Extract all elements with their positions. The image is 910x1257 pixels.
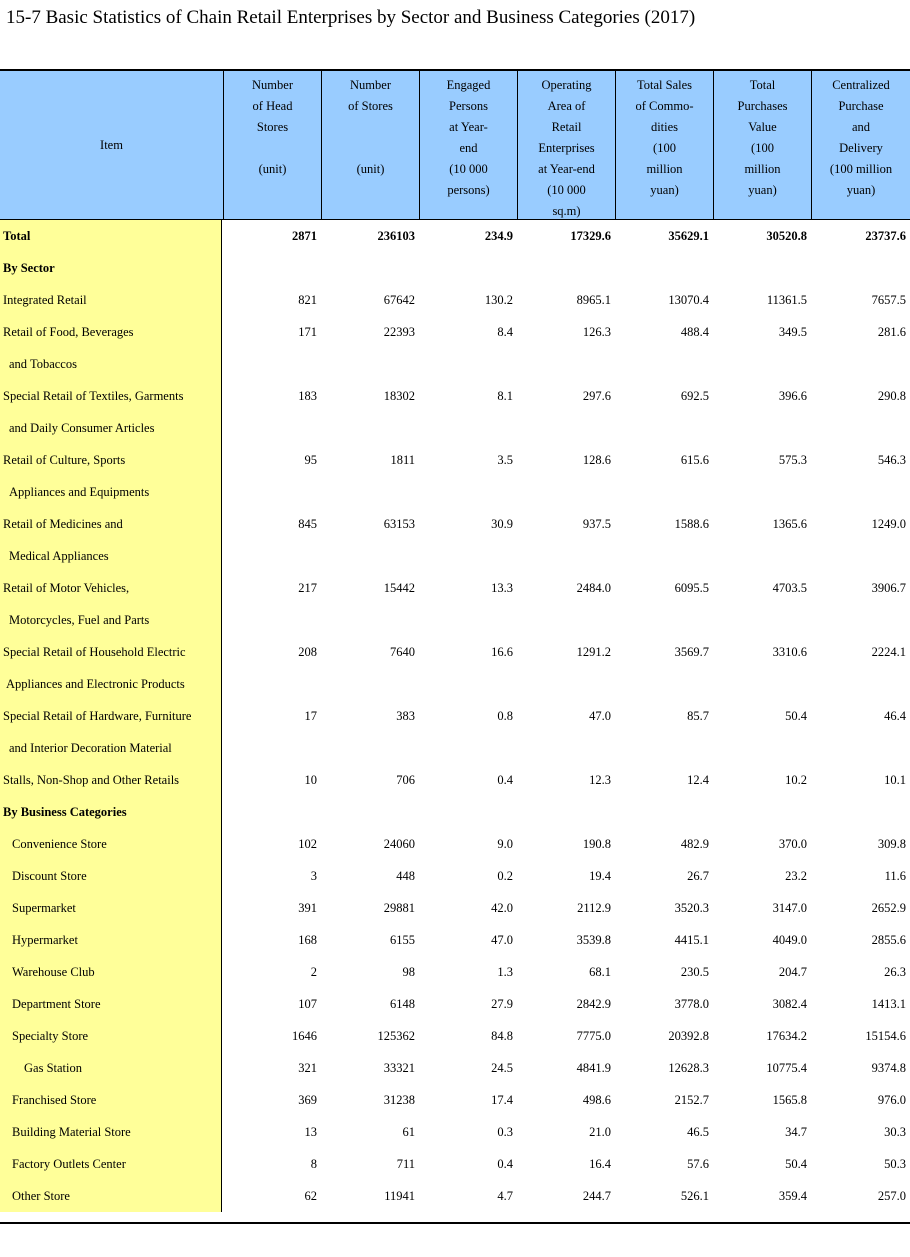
cell-area: 128.6	[582, 453, 611, 467]
table-row	[0, 892, 910, 924]
cell-sales: 615.6	[680, 453, 709, 467]
cell-sales: 3520.3	[674, 901, 709, 915]
header-stores	[321, 71, 419, 219]
header-line: Total Sales	[636, 78, 693, 92]
cell-head_stores: 10	[304, 773, 317, 787]
header-line: at Year-	[449, 120, 488, 134]
row-label: Hypermarket	[0, 924, 222, 956]
row-label: Integrated Retail	[0, 284, 222, 316]
cell-head_stores: 321	[298, 1061, 317, 1075]
cell-purchases: 1365.6	[772, 517, 807, 531]
table-row	[0, 1148, 910, 1180]
cell-purchases: 50.4	[785, 1157, 807, 1171]
cell-sales: 6095.5	[674, 581, 709, 595]
header-line	[224, 138, 321, 159]
cell-head_stores: 102	[298, 837, 317, 851]
cell-head_stores: 369	[298, 1093, 317, 1107]
cell-head_stores: 208	[298, 645, 317, 659]
table-row	[0, 604, 910, 636]
cell-centralized: 546.3	[877, 453, 906, 467]
row-label: Appliances and Electronic Products	[0, 668, 222, 700]
table-row	[0, 476, 910, 508]
cell-area: 2842.9	[576, 997, 611, 1011]
cell-centralized: 2224.1	[871, 645, 906, 659]
cell-area: 3539.8	[576, 933, 611, 947]
row-label: Appliances and Equipments	[0, 476, 222, 508]
cell-centralized: 2855.6	[871, 933, 906, 947]
cell-stores: 29881	[383, 901, 415, 915]
cell-head_stores: 8	[310, 1157, 317, 1171]
header-head_stores	[223, 71, 321, 219]
row-label: Retail of Culture, Sports	[0, 444, 222, 476]
table-row	[0, 316, 910, 348]
table-row	[0, 348, 910, 380]
header-line: million	[744, 162, 781, 176]
header-line: Purchase	[838, 99, 884, 113]
row-label: Special Retail of Hardware, Furniture	[0, 700, 222, 732]
header-line: (unit)	[258, 162, 287, 176]
cell-engaged: 8.1	[497, 389, 513, 403]
cell-sales: 85.7	[687, 709, 709, 723]
cell-centralized: 3906.7	[871, 581, 906, 595]
cell-centralized: 309.8	[877, 837, 906, 851]
table-bottom-rule	[0, 1222, 910, 1224]
cell-engaged: 27.9	[491, 997, 513, 1011]
table-row	[0, 540, 910, 572]
cell-sales: 46.5	[687, 1125, 709, 1139]
row-label: Gas Station	[0, 1052, 222, 1084]
table-row	[0, 956, 910, 988]
row-label: Franchised Store	[0, 1084, 222, 1116]
header-line: Delivery	[839, 141, 883, 155]
cell-engaged: 47.0	[491, 933, 513, 947]
cell-engaged: 0.2	[497, 869, 513, 883]
row-label: Convenience Store	[0, 828, 222, 860]
cell-area: 68.1	[589, 965, 611, 979]
cell-area: 21.0	[589, 1125, 611, 1139]
cell-engaged: 1.3	[497, 965, 513, 979]
cell-purchases: 50.4	[785, 709, 807, 723]
statistics-table	[0, 69, 910, 1212]
table-row	[0, 508, 910, 540]
cell-engaged: 30.9	[491, 517, 513, 531]
cell-centralized: 46.4	[884, 709, 906, 723]
cell-area: 17329.6	[570, 229, 611, 243]
cell-purchases: 4049.0	[772, 933, 807, 947]
row-label: Supermarket	[0, 892, 222, 924]
header-line: Enterprises	[538, 141, 595, 155]
cell-area: 2112.9	[577, 901, 611, 915]
cell-sales: 526.1	[680, 1189, 709, 1203]
header-line: Operating	[541, 78, 592, 92]
header-line: of Commo-	[635, 99, 694, 113]
cell-area: 1291.2	[576, 645, 611, 659]
table-row	[0, 380, 910, 412]
row-label: Special Retail of Textiles, Garments	[0, 380, 222, 412]
table-row	[0, 828, 910, 860]
cell-engaged: 0.8	[497, 709, 513, 723]
header-line: million	[646, 162, 683, 176]
cell-head_stores: 168	[298, 933, 317, 947]
cell-purchases: 3147.0	[772, 901, 807, 915]
cell-head_stores: 845	[298, 517, 317, 531]
header-line: yuan)	[748, 183, 777, 197]
cell-area: 937.5	[582, 517, 611, 531]
row-label: Warehouse Club	[0, 956, 222, 988]
table-row	[0, 284, 910, 316]
table-row	[0, 764, 910, 796]
cell-purchases: 30520.8	[766, 229, 807, 243]
header-line: dities	[650, 120, 679, 134]
cell-area: 12.3	[589, 773, 611, 787]
cell-engaged: 84.8	[491, 1029, 513, 1043]
cell-sales: 692.5	[680, 389, 709, 403]
header-line: at Year-end	[538, 162, 595, 176]
cell-centralized: 15154.6	[865, 1029, 906, 1043]
header-line: persons)	[447, 183, 490, 197]
header-purchases	[713, 71, 811, 219]
row-label: Stalls, Non-Shop and Other Retails	[0, 764, 222, 796]
cell-engaged: 0.3	[497, 1125, 513, 1139]
header-line: (10 000	[449, 162, 488, 176]
table-row	[0, 668, 910, 700]
cell-stores: 711	[396, 1157, 415, 1171]
table-title: 15-7 Basic Statistics of Chain Retail Enterprises by Sector and Business Categories (2017)	[6, 7, 696, 28]
header-line: Purchases	[737, 99, 788, 113]
cell-purchases: 3310.6	[772, 645, 807, 659]
cell-engaged: 42.0	[491, 901, 513, 915]
table-row	[0, 1084, 910, 1116]
cell-purchases: 10.2	[785, 773, 807, 787]
cell-stores: 448	[396, 869, 415, 883]
cell-area: 498.6	[582, 1093, 611, 1107]
header-line: Centralized	[832, 78, 890, 92]
cell-stores: 7640	[390, 645, 415, 659]
cell-stores: 31238	[383, 1093, 415, 1107]
table-row	[0, 1116, 910, 1148]
cell-area: 19.4	[589, 869, 611, 883]
cell-sales: 4415.1	[674, 933, 709, 947]
row-label: Motorcycles, Fuel and Parts	[0, 604, 222, 636]
cell-centralized: 976.0	[877, 1093, 906, 1107]
cell-area: 126.3	[582, 325, 611, 339]
cell-head_stores: 13	[304, 1125, 317, 1139]
cell-centralized: 11.6	[884, 869, 906, 883]
header-line: (100 million	[829, 162, 893, 176]
cell-head_stores: 62	[304, 1189, 317, 1203]
cell-purchases: 23.2	[785, 869, 807, 883]
table-row	[0, 572, 910, 604]
cell-area: 190.8	[582, 837, 611, 851]
cell-area: 8965.1	[576, 293, 611, 307]
cell-head_stores: 391	[298, 901, 317, 915]
cell-centralized: 257.0	[877, 1189, 906, 1203]
cell-stores: 24060	[383, 837, 415, 851]
cell-stores: 33321	[383, 1061, 415, 1075]
cell-centralized: 10.1	[884, 773, 906, 787]
cell-purchases: 349.5	[778, 325, 807, 339]
cell-purchases: 1565.8	[772, 1093, 807, 1107]
header-line: Area of	[547, 99, 586, 113]
row-label: Specialty Store	[0, 1020, 222, 1052]
cell-stores: 6148	[390, 997, 415, 1011]
header-line: yuan)	[650, 183, 679, 197]
header-line: sq.m)	[552, 204, 581, 218]
table-body	[0, 220, 910, 1212]
table-row	[0, 636, 910, 668]
table-row	[0, 924, 910, 956]
cell-stores: 11941	[384, 1189, 415, 1203]
cell-area: 297.6	[582, 389, 611, 403]
cell-purchases: 370.0	[778, 837, 807, 851]
row-label: By Sector	[0, 252, 222, 284]
row-label: and Tobaccos	[0, 348, 222, 380]
table-row	[0, 252, 910, 284]
cell-engaged: 234.9	[484, 229, 513, 243]
row-label: Building Material Store	[0, 1116, 222, 1148]
row-label: By Business Categories	[0, 796, 222, 828]
cell-sales: 20392.8	[668, 1029, 709, 1043]
cell-stores: 61	[402, 1125, 415, 1139]
cell-purchases: 10775.4	[766, 1061, 807, 1075]
header-line: Retail	[551, 120, 582, 134]
header-line: Total	[749, 78, 776, 92]
cell-sales: 1588.6	[674, 517, 709, 531]
cell-stores: 1811	[390, 453, 415, 467]
cell-engaged: 0.4	[497, 1157, 513, 1171]
cell-centralized: 30.3	[884, 1125, 906, 1139]
cell-head_stores: 821	[298, 293, 317, 307]
header-line: of Head	[252, 99, 293, 113]
header-line: Item	[100, 137, 123, 152]
row-label: Retail of Motor Vehicles,	[0, 572, 222, 604]
row-label: and Daily Consumer Articles	[0, 412, 222, 444]
cell-stores: 15442	[383, 581, 415, 595]
header-line: (100	[751, 141, 774, 155]
header-line: yuan)	[846, 183, 876, 197]
row-label: Other Store	[0, 1180, 222, 1212]
row-label: Department Store	[0, 988, 222, 1020]
cell-engaged: 24.5	[491, 1061, 513, 1075]
row-label: Total	[0, 220, 222, 252]
cell-engaged: 13.3	[491, 581, 513, 595]
cell-centralized: 281.6	[877, 325, 906, 339]
cell-head_stores: 183	[298, 389, 317, 403]
header-area	[517, 71, 615, 219]
cell-engaged: 17.4	[491, 1093, 513, 1107]
cell-purchases: 4703.5	[772, 581, 807, 595]
table-row	[0, 988, 910, 1020]
row-label: Retail of Medicines and	[0, 508, 222, 540]
cell-sales: 2152.7	[674, 1093, 709, 1107]
table-row	[0, 700, 910, 732]
header-line: (10 000	[547, 183, 586, 197]
cell-stores: 706	[396, 773, 415, 787]
cell-centralized: 1249.0	[871, 517, 906, 531]
table-header	[0, 69, 910, 220]
cell-head_stores: 3	[310, 869, 317, 883]
cell-sales: 57.6	[687, 1157, 709, 1171]
cell-stores: 63153	[383, 517, 415, 531]
cell-sales: 488.4	[680, 325, 709, 339]
cell-engaged: 0.4	[497, 773, 513, 787]
header-line: Number	[350, 78, 391, 92]
cell-area: 2484.0	[576, 581, 611, 595]
cell-centralized: 290.8	[877, 389, 906, 403]
header-line	[322, 138, 419, 159]
header-line: end	[459, 141, 478, 155]
cell-stores: 125362	[377, 1029, 415, 1043]
cell-engaged: 130.2	[484, 293, 513, 307]
table-row	[0, 220, 910, 252]
cell-sales: 482.9	[680, 837, 709, 851]
cell-centralized: 26.3	[884, 965, 906, 979]
cell-purchases: 17634.2	[766, 1029, 807, 1043]
cell-purchases: 3082.4	[772, 997, 807, 1011]
cell-engaged: 4.7	[497, 1189, 513, 1203]
cell-stores: 67642	[383, 293, 415, 307]
table-row	[0, 1020, 910, 1052]
cell-sales: 3569.7	[674, 645, 709, 659]
cell-sales: 26.7	[687, 869, 709, 883]
table-row	[0, 860, 910, 892]
cell-stores: 18302	[383, 389, 415, 403]
table-row	[0, 412, 910, 444]
cell-centralized: 2652.9	[871, 901, 906, 915]
cell-sales: 3778.0	[674, 997, 709, 1011]
header-centralized	[811, 71, 910, 219]
cell-area: 7775.0	[576, 1029, 611, 1043]
row-label: Medical Appliances	[0, 540, 222, 572]
row-label: Factory Outlets Center	[0, 1148, 222, 1180]
cell-head_stores: 1646	[292, 1029, 317, 1043]
cell-sales: 35629.1	[668, 229, 709, 243]
table-row	[0, 1052, 910, 1084]
header-item	[0, 71, 223, 219]
cell-stores: 6155	[390, 933, 415, 947]
cell-area: 47.0	[589, 709, 611, 723]
cell-stores: 22393	[383, 325, 415, 339]
cell-area: 4841.9	[576, 1061, 611, 1075]
cell-engaged: 3.5	[497, 453, 513, 467]
cell-stores: 236103	[377, 229, 415, 243]
row-label: Retail of Food, Beverages	[0, 316, 222, 348]
cell-head_stores: 171	[298, 325, 317, 339]
header-line: of Stores	[348, 99, 393, 113]
cell-purchases: 11361.5	[766, 293, 807, 307]
cell-stores: 98	[402, 965, 415, 979]
table-row	[0, 1180, 910, 1212]
cell-stores: 383	[396, 709, 415, 723]
cell-centralized: 23737.6	[865, 229, 906, 243]
cell-sales: 13070.4	[668, 293, 709, 307]
cell-centralized: 1413.1	[871, 997, 906, 1011]
table-row	[0, 444, 910, 476]
cell-purchases: 575.3	[778, 453, 807, 467]
header-line	[322, 117, 419, 138]
header-line: Engaged	[446, 78, 491, 92]
cell-purchases: 34.7	[785, 1125, 807, 1139]
cell-engaged: 9.0	[497, 837, 513, 851]
cell-engaged: 16.6	[491, 645, 513, 659]
cell-purchases: 396.6	[778, 389, 807, 403]
cell-head_stores: 2	[310, 965, 317, 979]
cell-head_stores: 2871	[292, 229, 317, 243]
header-line: and	[851, 120, 871, 134]
row-label: and Interior Decoration Material	[0, 732, 222, 764]
row-label: Special Retail of Household Electric	[0, 636, 222, 668]
header-line: Value	[748, 120, 777, 134]
header-line: Number	[252, 78, 293, 92]
header-line: (unit)	[356, 162, 385, 176]
cell-area: 16.4	[589, 1157, 611, 1171]
cell-centralized: 7657.5	[871, 293, 906, 307]
header-line: (100	[653, 141, 676, 155]
row-label: Discount Store	[0, 860, 222, 892]
cell-sales: 230.5	[680, 965, 709, 979]
cell-head_stores: 217	[298, 581, 317, 595]
cell-centralized: 9374.8	[871, 1061, 906, 1075]
header-engaged	[419, 71, 517, 219]
header-line: Persons	[449, 99, 488, 113]
table-row	[0, 732, 910, 764]
header-line: Stores	[256, 120, 289, 134]
cell-sales: 12.4	[687, 773, 709, 787]
cell-area: 244.7	[582, 1189, 611, 1203]
table-row	[0, 796, 910, 828]
cell-head_stores: 107	[298, 997, 317, 1011]
cell-purchases: 359.4	[778, 1189, 807, 1203]
cell-head_stores: 95	[304, 453, 317, 467]
cell-sales: 12628.3	[668, 1061, 709, 1075]
cell-engaged: 8.4	[497, 325, 513, 339]
cell-purchases: 204.7	[778, 965, 807, 979]
cell-head_stores: 17	[304, 709, 317, 723]
cell-centralized: 50.3	[884, 1157, 906, 1171]
header-sales	[615, 71, 713, 219]
